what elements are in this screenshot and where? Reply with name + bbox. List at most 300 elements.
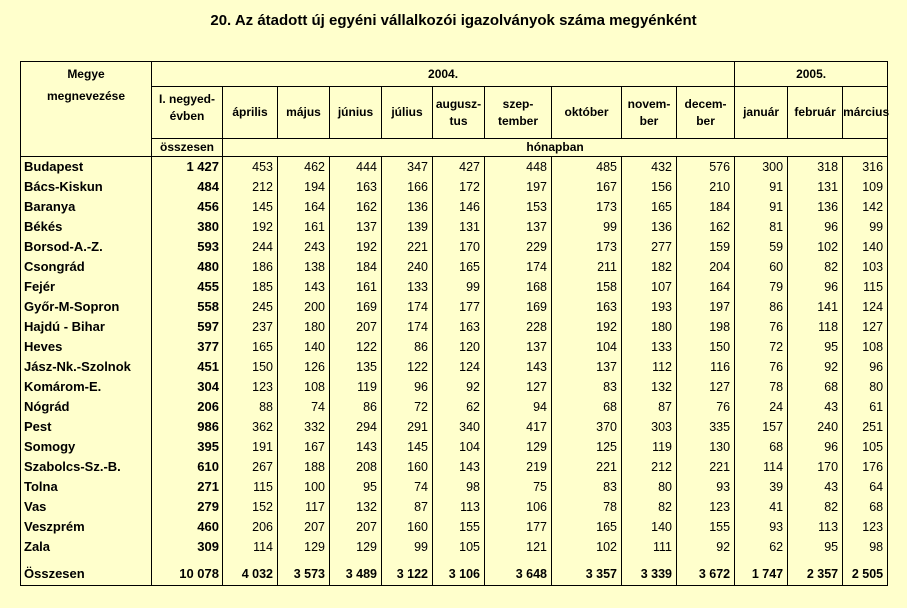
month-header-line2: ber	[696, 113, 715, 128]
value-cell: 123	[843, 517, 888, 537]
county-name: Nógrád	[21, 397, 152, 417]
county-name: Győr-M-Sopron	[21, 297, 152, 317]
value-cell: 116	[677, 357, 735, 377]
county-name: Fejér	[21, 277, 152, 297]
value-cell: 244	[223, 237, 278, 257]
month-header-line2: tember	[497, 113, 538, 128]
value-cell: 60	[735, 257, 788, 277]
value-cell: 99	[843, 217, 888, 237]
value-cell: 93	[677, 477, 735, 497]
value-cell: 3 573	[278, 557, 330, 586]
table-row	[21, 177, 888, 197]
value-cell: 347	[382, 157, 433, 178]
value-cell: 173	[552, 197, 622, 217]
value-cell: 182	[622, 257, 677, 277]
q1-total-cell: 380	[152, 217, 223, 237]
value-cell: 96	[382, 377, 433, 397]
value-cell: 80	[622, 477, 677, 497]
table-row	[21, 277, 888, 297]
value-cell: 170	[433, 237, 485, 257]
value-cell: 138	[278, 257, 330, 277]
value-cell: 161	[330, 277, 382, 297]
county-name: Borsod-A.-Z.	[21, 237, 152, 257]
table-row	[21, 537, 888, 557]
value-cell: 157	[735, 417, 788, 437]
county-name: Somogy	[21, 437, 152, 457]
value-cell: 127	[485, 377, 552, 397]
value-cell: 139	[382, 217, 433, 237]
month-header-line2: tus	[449, 113, 468, 128]
value-cell: 136	[622, 217, 677, 237]
value-cell: 123	[223, 377, 278, 397]
q1-total-cell: 309	[152, 537, 223, 557]
value-cell: 168	[485, 277, 552, 297]
value-cell: 113	[433, 497, 485, 517]
q1-total-cell: 10 078	[152, 557, 223, 586]
value-cell: 113	[788, 517, 843, 537]
month-header: június	[330, 87, 382, 139]
value-cell: 193	[622, 297, 677, 317]
value-cell: 91	[735, 197, 788, 217]
value-cell: 95	[330, 477, 382, 497]
value-cell: 136	[382, 197, 433, 217]
county-header-line2: megnevezése	[46, 89, 126, 103]
table-row	[21, 477, 888, 497]
value-cell: 122	[330, 337, 382, 357]
value-cell: 152	[223, 497, 278, 517]
value-cell: 164	[677, 277, 735, 297]
value-cell: 95	[788, 537, 843, 557]
table-row	[21, 257, 888, 277]
value-cell: 103	[843, 257, 888, 277]
value-cell: 155	[433, 517, 485, 537]
value-cell: 184	[677, 197, 735, 217]
value-cell: 118	[788, 317, 843, 337]
table-row	[21, 377, 888, 397]
months-label: hónapban	[223, 139, 888, 157]
value-cell: 210	[677, 177, 735, 197]
value-cell: 133	[622, 337, 677, 357]
value-cell: 122	[382, 357, 433, 377]
county-name: Szabolcs-Sz.-B.	[21, 457, 152, 477]
value-cell: 100	[278, 477, 330, 497]
value-cell: 167	[552, 177, 622, 197]
month-header: január	[735, 87, 788, 139]
table-row	[21, 437, 888, 457]
table-row	[21, 517, 888, 537]
value-cell: 107	[622, 277, 677, 297]
county-name: Vas	[21, 497, 152, 517]
value-cell: 133	[382, 277, 433, 297]
value-cell: 174	[382, 297, 433, 317]
value-cell: 92	[677, 537, 735, 557]
value-cell: 99	[433, 277, 485, 297]
value-cell: 68	[788, 377, 843, 397]
table-row	[21, 217, 888, 237]
value-cell: 131	[788, 177, 843, 197]
month-header: október	[552, 87, 622, 139]
value-cell: 156	[622, 177, 677, 197]
value-cell: 174	[485, 257, 552, 277]
value-cell: 76	[735, 317, 788, 337]
value-cell: 245	[223, 297, 278, 317]
value-cell: 72	[735, 337, 788, 357]
table-row	[21, 297, 888, 317]
value-cell: 192	[330, 237, 382, 257]
page-title: 20. Az átadott új egyéni vállalkozói igazolványok száma megyénként	[210, 12, 697, 29]
value-cell: 444	[330, 157, 382, 178]
value-cell: 277	[622, 237, 677, 257]
value-cell: 4 032	[223, 557, 278, 586]
q1-total-cell: 480	[152, 257, 223, 277]
value-cell: 131	[433, 217, 485, 237]
value-cell: 448	[485, 157, 552, 178]
value-cell: 83	[552, 377, 622, 397]
month-header: április	[223, 87, 278, 139]
value-cell: 207	[330, 517, 382, 537]
value-cell: 362	[223, 417, 278, 437]
county-name: Baranya	[21, 197, 152, 217]
value-cell: 95	[788, 337, 843, 357]
value-cell: 294	[330, 417, 382, 437]
data-table	[20, 61, 888, 586]
value-cell: 3 672	[677, 557, 735, 586]
month-header: július	[382, 87, 433, 139]
q1-total-cell: 597	[152, 317, 223, 337]
value-cell: 207	[330, 317, 382, 337]
value-cell: 75	[485, 477, 552, 497]
year-2005-header: 2005.	[735, 62, 888, 87]
value-cell: 160	[382, 517, 433, 537]
value-cell: 87	[622, 397, 677, 417]
value-cell: 3 339	[622, 557, 677, 586]
value-cell: 162	[330, 197, 382, 217]
value-cell: 123	[677, 497, 735, 517]
value-cell: 3 122	[382, 557, 433, 586]
value-cell: 125	[552, 437, 622, 457]
value-cell: 2 505	[843, 557, 888, 586]
value-cell: 94	[485, 397, 552, 417]
county-name: Pest	[21, 417, 152, 437]
total-row	[21, 557, 888, 586]
value-cell: 41	[735, 497, 788, 517]
q1-header-line1: I. negyed-	[158, 92, 215, 106]
month-header	[433, 87, 485, 139]
value-cell: 136	[788, 197, 843, 217]
value-cell: 117	[278, 497, 330, 517]
q1-total-cell: 460	[152, 517, 223, 537]
month-header-line1: szep-	[502, 96, 534, 111]
value-cell: 99	[382, 537, 433, 557]
county-name: Komárom-E.	[21, 377, 152, 397]
q1-total-cell: 558	[152, 297, 223, 317]
value-cell: 191	[223, 437, 278, 457]
value-cell: 370	[552, 417, 622, 437]
value-cell: 155	[677, 517, 735, 537]
value-cell: 163	[433, 317, 485, 337]
value-cell: 170	[788, 457, 843, 477]
value-cell: 211	[552, 257, 622, 277]
value-cell: 96	[788, 277, 843, 297]
value-cell: 137	[485, 217, 552, 237]
value-cell: 177	[433, 297, 485, 317]
q1-total-cell: 484	[152, 177, 223, 197]
county-name: Bács-Kiskun	[21, 177, 152, 197]
value-cell: 240	[788, 417, 843, 437]
month-header-line2: ber	[639, 113, 659, 128]
value-cell: 86	[382, 337, 433, 357]
value-cell: 78	[735, 377, 788, 397]
value-cell: 111	[622, 537, 677, 557]
value-cell: 153	[485, 197, 552, 217]
value-cell: 132	[622, 377, 677, 397]
county-name: Csongrád	[21, 257, 152, 277]
value-cell: 163	[330, 177, 382, 197]
value-cell: 174	[382, 317, 433, 337]
value-cell: 200	[278, 297, 330, 317]
table-row	[21, 197, 888, 217]
table-row	[21, 417, 888, 437]
value-cell: 140	[278, 337, 330, 357]
value-cell: 161	[278, 217, 330, 237]
table-row	[21, 457, 888, 477]
q1-total-cell: 986	[152, 417, 223, 437]
value-cell: 129	[278, 537, 330, 557]
value-cell: 105	[433, 537, 485, 557]
value-cell: 173	[552, 237, 622, 257]
table-row	[21, 157, 888, 178]
value-cell: 219	[485, 457, 552, 477]
year-2004-header: 2004.	[152, 62, 735, 87]
value-cell: 3 357	[552, 557, 622, 586]
value-cell: 208	[330, 457, 382, 477]
value-cell: 68	[552, 397, 622, 417]
value-cell: 165	[433, 257, 485, 277]
value-cell: 335	[677, 417, 735, 437]
value-cell: 204	[677, 257, 735, 277]
value-cell: 192	[552, 317, 622, 337]
value-cell: 64	[843, 477, 888, 497]
q1-total-cell: 456	[152, 197, 223, 217]
value-cell: 98	[433, 477, 485, 497]
value-cell: 130	[677, 437, 735, 457]
value-cell: 96	[788, 437, 843, 457]
value-cell: 162	[677, 217, 735, 237]
value-cell: 212	[622, 457, 677, 477]
value-cell: 221	[552, 457, 622, 477]
value-cell: 3 106	[433, 557, 485, 586]
value-cell: 150	[223, 357, 278, 377]
value-cell: 59	[735, 237, 788, 257]
county-name: Hajdú - Bihar	[21, 317, 152, 337]
value-cell: 119	[622, 437, 677, 457]
value-cell: 104	[433, 437, 485, 457]
county-name: Jász-Nk.-Szolnok	[21, 357, 152, 377]
value-cell: 142	[843, 197, 888, 217]
value-cell: 124	[433, 357, 485, 377]
value-cell: 76	[677, 397, 735, 417]
value-cell: 180	[622, 317, 677, 337]
value-cell: 576	[677, 157, 735, 178]
month-header: május	[278, 87, 330, 139]
value-cell: 291	[382, 417, 433, 437]
value-cell: 166	[382, 177, 433, 197]
value-cell: 62	[433, 397, 485, 417]
value-cell: 462	[278, 157, 330, 178]
value-cell: 228	[485, 317, 552, 337]
table-row	[21, 337, 888, 357]
value-cell: 91	[735, 177, 788, 197]
county-name: Zala	[21, 537, 152, 557]
month-header-line1: novem-	[627, 96, 671, 111]
value-cell: 92	[788, 357, 843, 377]
value-cell: 127	[677, 377, 735, 397]
value-cell: 432	[622, 157, 677, 178]
value-cell: 137	[330, 217, 382, 237]
value-cell: 129	[485, 437, 552, 457]
value-cell: 78	[552, 497, 622, 517]
value-cell: 143	[485, 357, 552, 377]
value-cell: 186	[223, 257, 278, 277]
q1-total-cell: 451	[152, 357, 223, 377]
value-cell: 141	[788, 297, 843, 317]
value-cell: 176	[843, 457, 888, 477]
value-cell: 102	[788, 237, 843, 257]
value-cell: 316	[843, 157, 888, 178]
value-cell: 126	[278, 357, 330, 377]
value-cell: 120	[433, 337, 485, 357]
value-cell: 105	[843, 437, 888, 457]
value-cell: 1 747	[735, 557, 788, 586]
value-cell: 167	[278, 437, 330, 457]
table-row	[21, 317, 888, 337]
value-cell: 132	[330, 497, 382, 517]
value-cell: 61	[843, 397, 888, 417]
value-cell: 62	[735, 537, 788, 557]
value-cell: 237	[223, 317, 278, 337]
value-cell: 267	[223, 457, 278, 477]
value-cell: 102	[552, 537, 622, 557]
value-cell: 158	[552, 277, 622, 297]
value-cell: 212	[223, 177, 278, 197]
value-cell: 198	[677, 317, 735, 337]
value-cell: 112	[622, 357, 677, 377]
value-cell: 243	[278, 237, 330, 257]
value-cell: 108	[278, 377, 330, 397]
value-cell: 146	[433, 197, 485, 217]
value-cell: 145	[223, 197, 278, 217]
value-cell: 221	[677, 457, 735, 477]
table-row	[21, 357, 888, 377]
value-cell: 43	[788, 397, 843, 417]
value-cell: 82	[788, 257, 843, 277]
value-cell: 150	[677, 337, 735, 357]
value-cell: 39	[735, 477, 788, 497]
county-name: Összesen	[21, 557, 152, 586]
value-cell: 109	[843, 177, 888, 197]
q1-total-cell: 455	[152, 277, 223, 297]
value-cell: 143	[330, 437, 382, 457]
value-cell: 164	[278, 197, 330, 217]
value-cell: 81	[735, 217, 788, 237]
month-header	[677, 87, 735, 139]
value-cell: 229	[485, 237, 552, 257]
value-cell: 188	[278, 457, 330, 477]
value-cell: 79	[735, 277, 788, 297]
table-row	[21, 237, 888, 257]
q1-total-cell: 593	[152, 237, 223, 257]
value-cell: 106	[485, 497, 552, 517]
value-cell: 453	[223, 157, 278, 178]
value-cell: 74	[382, 477, 433, 497]
value-cell: 87	[382, 497, 433, 517]
q1-total-cell: 206	[152, 397, 223, 417]
value-cell: 251	[843, 417, 888, 437]
month-header	[485, 87, 552, 139]
value-cell: 417	[485, 417, 552, 437]
value-cell: 140	[843, 237, 888, 257]
value-cell: 143	[433, 457, 485, 477]
value-cell: 206	[223, 517, 278, 537]
value-cell: 88	[223, 397, 278, 417]
county-name: Tolna	[21, 477, 152, 497]
value-cell: 221	[382, 237, 433, 257]
month-header-line1: decem-	[684, 96, 727, 111]
value-cell: 68	[735, 437, 788, 457]
county-name: Heves	[21, 337, 152, 357]
value-cell: 177	[485, 517, 552, 537]
value-cell: 74	[278, 397, 330, 417]
value-cell: 197	[485, 177, 552, 197]
value-cell: 207	[278, 517, 330, 537]
value-cell: 86	[330, 397, 382, 417]
value-cell: 80	[843, 377, 888, 397]
value-cell: 137	[552, 357, 622, 377]
value-cell: 3 648	[485, 557, 552, 586]
value-cell: 83	[552, 477, 622, 497]
value-cell: 86	[735, 297, 788, 317]
q1-header-line2: évben	[169, 109, 205, 123]
value-cell: 82	[622, 497, 677, 517]
value-cell: 140	[622, 517, 677, 537]
value-cell: 92	[433, 377, 485, 397]
value-cell: 143	[278, 277, 330, 297]
value-cell: 72	[382, 397, 433, 417]
value-cell: 427	[433, 157, 485, 178]
value-cell: 76	[735, 357, 788, 377]
value-cell: 184	[330, 257, 382, 277]
q1-total-cell: 1 427	[152, 157, 223, 178]
value-cell: 115	[223, 477, 278, 497]
value-cell: 68	[843, 497, 888, 517]
county-name: Veszprém	[21, 517, 152, 537]
q1-total-cell: 377	[152, 337, 223, 357]
value-cell: 169	[485, 297, 552, 317]
q1-total-cell: 304	[152, 377, 223, 397]
q1-header	[152, 87, 223, 139]
value-cell: 24	[735, 397, 788, 417]
value-cell: 240	[382, 257, 433, 277]
value-cell: 197	[677, 297, 735, 317]
value-cell: 127	[843, 317, 888, 337]
value-cell: 485	[552, 157, 622, 178]
q1-total-cell: 610	[152, 457, 223, 477]
q1-total-cell: 271	[152, 477, 223, 497]
value-cell: 129	[330, 537, 382, 557]
value-cell: 96	[843, 357, 888, 377]
value-cell: 2 357	[788, 557, 843, 586]
q1-total-cell: 279	[152, 497, 223, 517]
